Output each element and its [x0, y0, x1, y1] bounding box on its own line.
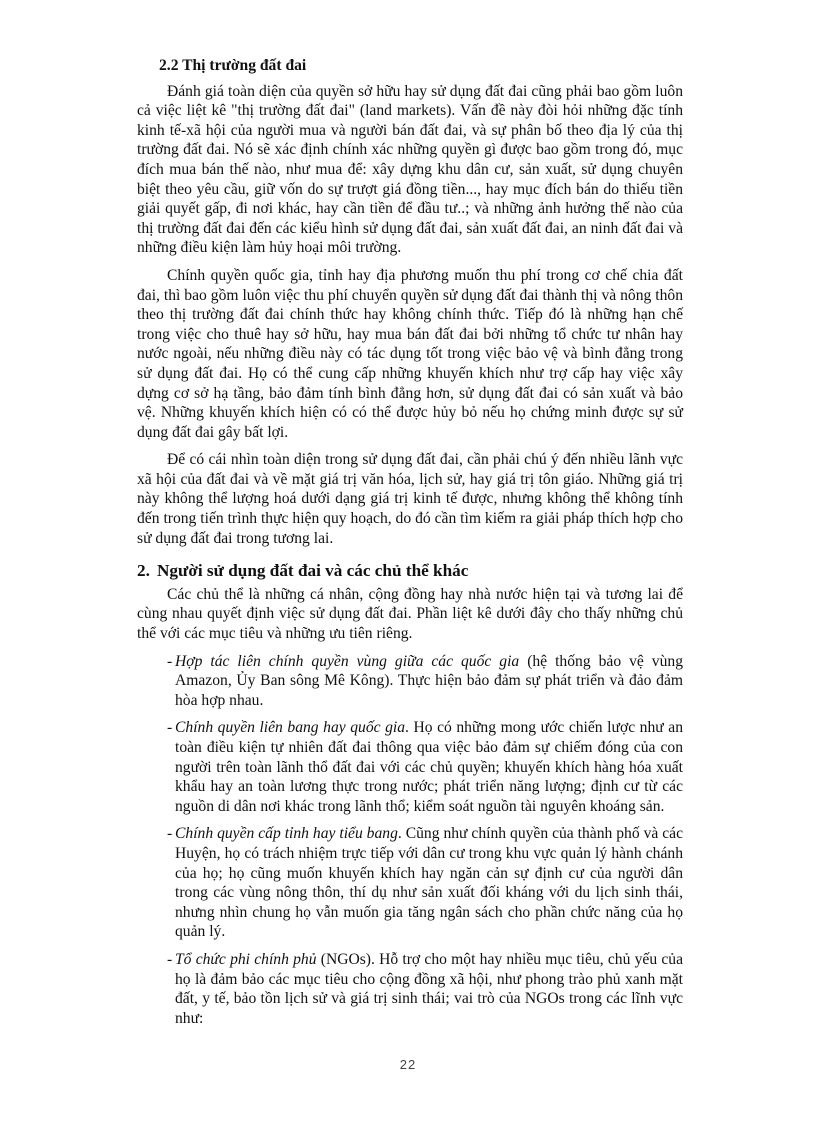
section-2-2-paragraph-2: Chính quyền quốc gia, tỉnh hay địa phương muốn thu phí trong cơ chế chia đất đai, thì bao gồm luôn việc thu phí chuyển quyền sử dụng đất đai thành thị và nông thôn theo thị trường đất đai chính thức hay không chính thức. Tiếp đó là những hạn chế trong việc cho thuê hay sở hữu, hay mua bán đất đai bởi những tổ chức tư nhân hay nước ngoài, nếu những điều này có tác dụng tốt trong việc bảo vệ và bình đẳng trong sử dụng đất đai. Họ có thể cung cấp những khuyến khích như trợ cấp hay việc xây dựng cơ sở hạ tầng, bảo đảm tính bình đẳng hơn, sử dụng đất đai có sản xuất và bảo vệ. Những khuyến khích hiện có có thể được hủy bỏ nếu họ chứng minh được sự sử dụng đất đai gây bất lợi.	[137, 266, 683, 441]
section-2-number: 2.	[137, 561, 150, 581]
section-2-2-paragraph-3: Để có cái nhìn toàn diện trong sử dụng đất đai, cần phải chú ý đến nhiều lãnh vực xã hội của đất đai và về mặt giá trị văn hóa, lịch sử, hay giá trị tôn giáo. Những giá trị này không thể lượng hoá dưới dạng giá trị kinh tế được, nhưng không thể không tính đến trong tiến trình thực hiện quy hoạch, do đó cần tìm kiếm ra giải pháp thích hợp cho sử dụng đất đai trong tương lai.	[137, 451, 683, 547]
list-item-body	[175, 718, 683, 816]
list-item-text: (hệ thống bảo vệ vùng Amazon, Ủy Ban sông Mê Kông). Thực hiện bảo đảm sự phát triển và đảo đảm hòa hợp nhau.	[175, 652, 683, 709]
list-item-body	[175, 824, 683, 942]
section-2-heading	[137, 561, 683, 581]
list-dash: -	[167, 719, 173, 737]
list-item	[137, 824, 683, 942]
list-item-term: Chính quyền liên bang hay quốc gia	[175, 719, 406, 737]
section-2-2-paragraph-1: Đánh giá toàn diện của quyền sở hữu hay sử dụng đất đai cũng phải bao gồm luôn cả việc liệt kê "thị trường đất đai" (land markets). Vấn đề này đòi hỏi những đặc tính kinh tế-xã hội của người mua và người bán đất đai, và sự phân bố theo địa lý của thị trường đất đai. Nó sẽ xác định chính xác những quyền gì được bao gồm trong đó, mục đích mua bán thế nào, như mua để: xây dựng khu dân cư, sản xuất, sử dụng chuyên biệt theo yêu cầu, giữ vốn do sự trượt giá đồng tiền..., hay mục đích bán do thiếu tiền giải quyết gấp, đi nơi khác, hay cần tiền để đầu tư..; và những ảnh hưởng thế nào của thị trường đất đai đến các kiểu hình sử dụng đất đai, sản xuất đất đai, an ninh đất đai và những điều kiện làm hủy hoại môi trường.	[137, 82, 683, 257]
section-2-2-heading: 2.2 Thị trường đất đai	[159, 57, 307, 74]
section-2-title: Người sử dụng đất đai và các chủ thể khác	[157, 561, 469, 581]
section-2-intro: Các chủ thể là những cá nhân, cộng đồng hay nhà nước hiện tại và tương lai để cùng nhau quyết định việc sử dụng đất đai. Phần liệt kê dưới đây cho thấy những chủ thể với các mục tiêu và những ưu tiên riêng.	[137, 585, 683, 643]
list-item	[137, 718, 683, 816]
list-dash: -	[167, 652, 173, 670]
list-item-text: . Cũng như chính quyền của thành phố và các Huyện, họ có trách nhiệm trực tiếp với dân cư trong khu vực quản lý hành chánh của họ; họ cũng muốn khuyến khích hay ngăn cản sự định cư của người dân trong các vùng nông thôn, thí dụ như sản xuất đối kháng với du lịch sinh thái, nhưng nhìn chung họ vẫn muốn gia tăng ngân sách cho phần chức năng của họ quản lý.	[175, 825, 683, 941]
list-dash: -	[167, 950, 173, 968]
list-item-body	[175, 950, 683, 1028]
list-item-term: Chính quyền cấp tỉnh hay tiểu bang	[175, 825, 398, 843]
page-number: 22	[399, 1057, 417, 1072]
list-item-term: Tổ chức phi chính phủ	[175, 950, 317, 968]
list-item-body	[175, 652, 683, 711]
list-item	[137, 950, 683, 1028]
list-item-text: (NGOs). Hỗ trợ cho một hay nhiều mục tiêu, chủ yếu của họ là đảm bảo các mục tiêu cho cộng đồng xã hội, như phong trào phủ xanh mặt đất, y tế, bảo tồn lịch sử và giá trị sinh thái; vai trò của NGOs trong các lĩnh vực như:	[175, 950, 684, 1027]
page-content	[137, 56, 683, 1036]
list-item	[137, 652, 683, 711]
actor-list	[137, 652, 683, 1029]
list-dash: -	[167, 825, 173, 843]
list-item-term: Hợp tác liên chính quyền vùng giữa các quốc gia	[175, 652, 520, 670]
list-item-text: . Họ có những mong ước chiến lược như an toàn điều kiện tự nhiên đất đai thông qua việc bảo đảm sự chiếm đóng của con người trên toàn lãnh thổ đất đai với các chủ quyền; khuyến khích hàng hóa xuất khẩu hay an toàn lương thực trong nước; phát triển năng lượng; định cư từ các nguồn di dân nơi khác trong lãnh thổ; kiểm soát nguồn tài nguyên khoáng sản.	[175, 719, 683, 815]
